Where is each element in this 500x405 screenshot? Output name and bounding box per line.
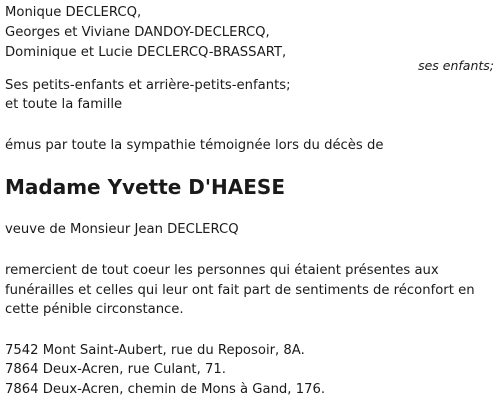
thanks-line-2: funérailles et celles qui leur ont fait part de sentiments de réconfort en [5,283,475,298]
widow-of-text: veuve de Monsieur Jean DECLERCQ [5,222,239,237]
extended-family-line-2: et toute la famille [5,97,123,112]
address-line-3: 7864 Deux-Acren, chemin de Mons à Gand, 176. [5,382,326,397]
thanks-line-1: remercient de tout coeur les personnes qui étaient présentes aux [5,263,439,278]
address-line-1: 7542 Mont Saint-Aubert, rue du Reposoir, 8A. [5,343,305,358]
family-line-3: Dominique et Lucie DECLERCQ-BRASSART, [5,45,287,60]
children-role-label: ses enfants; [418,58,494,73]
address-line-2: 7864 Deux-Acren, rue Culant, 71. [5,362,226,377]
thanks-line-3: cette pénible circonstance. [5,302,184,317]
extended-family-line-1: Ses petits-enfants et arrière-petits-enfants; [5,78,291,93]
intro-text: émus par toute la sympathie témoignée lors du décès de [5,138,384,153]
family-line-2: Georges et Viviane DANDOY-DECLERCQ, [5,25,270,40]
family-line-1: Monique DECLERCQ, [5,5,142,20]
deceased-name: Madame Yvette D'HAESE [5,175,285,199]
